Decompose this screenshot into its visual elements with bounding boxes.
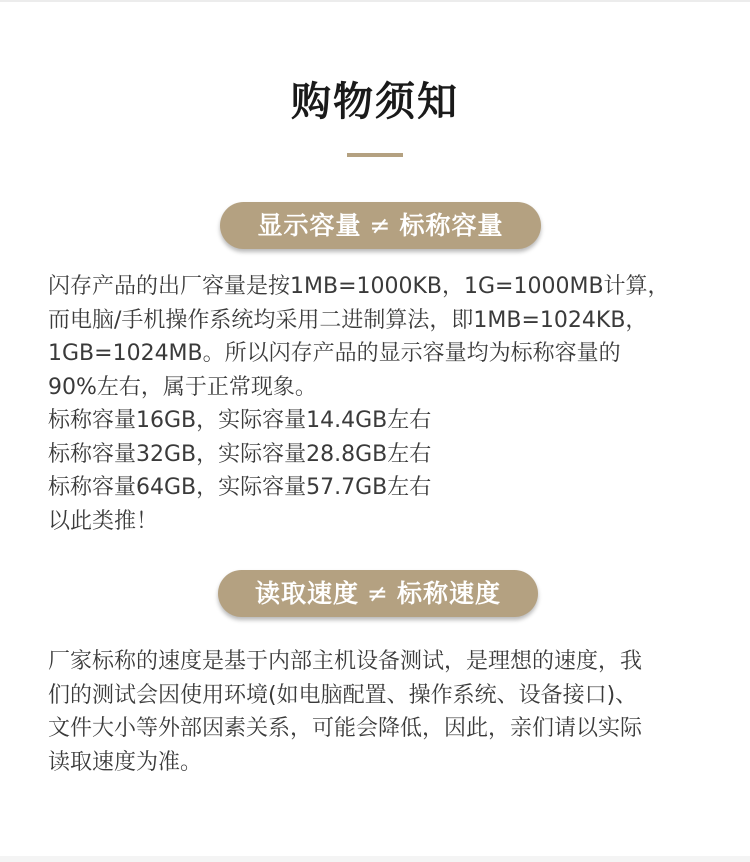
heading-label-right: 标称速度 bbox=[396, 579, 501, 608]
paragraph-line: 文件大小等外部因素关系，可能会降低，因此，亲们请以实际 bbox=[48, 716, 643, 741]
paragraph-line: 厂家标称的速度是基于内部主机设备测试，是理想的速度，我 bbox=[48, 649, 643, 674]
capacity-example-line: 标称容量64GB，实际容量57.7GB左右 bbox=[48, 475, 432, 500]
title-underline bbox=[347, 153, 403, 157]
paragraph-line: 以此类推！ bbox=[48, 508, 159, 534]
paragraph-line: 闪存产品的出厂容量是按1MB=1000KB，1G=1000MB计算， bbox=[48, 274, 670, 299]
section-heading-speed bbox=[218, 570, 538, 617]
paragraph-line: 1GB=1024MB。所以闪存产品的显示容量均为标称容量的 bbox=[48, 341, 621, 366]
heading-label-left: 读取速度 bbox=[255, 579, 360, 608]
section-heading-capacity bbox=[220, 202, 541, 249]
paragraph-line: 读取速度为准。 bbox=[48, 749, 203, 775]
not-equal-icon: ≠ bbox=[369, 211, 392, 240]
top-divider bbox=[0, 0, 750, 2]
heading-label-right: 标称容量 bbox=[399, 211, 504, 240]
capacity-notice-text bbox=[48, 270, 718, 538]
paragraph-line: 90%左右，属于正常现象。 bbox=[48, 374, 317, 400]
not-equal-icon: ≠ bbox=[367, 579, 389, 608]
paragraph-line: 们的测试会因使用环境(如电脑配置、操作系统、设备接口)、 bbox=[48, 682, 638, 708]
bottom-divider bbox=[0, 856, 750, 862]
heading-label-left: 显示容量 bbox=[257, 211, 362, 240]
capacity-example-line: 标称容量16GB，实际容量14.4GB左右 bbox=[48, 408, 432, 433]
capacity-example-line: 标称容量32GB，实际容量28.8GB左右 bbox=[48, 441, 432, 467]
speed-notice-text bbox=[48, 645, 718, 779]
paragraph-line: 而电脑/手机操作系统均采用二进制算法，即1MB=1024KB， bbox=[48, 307, 648, 333]
page-title: 购物须知 bbox=[291, 79, 459, 125]
